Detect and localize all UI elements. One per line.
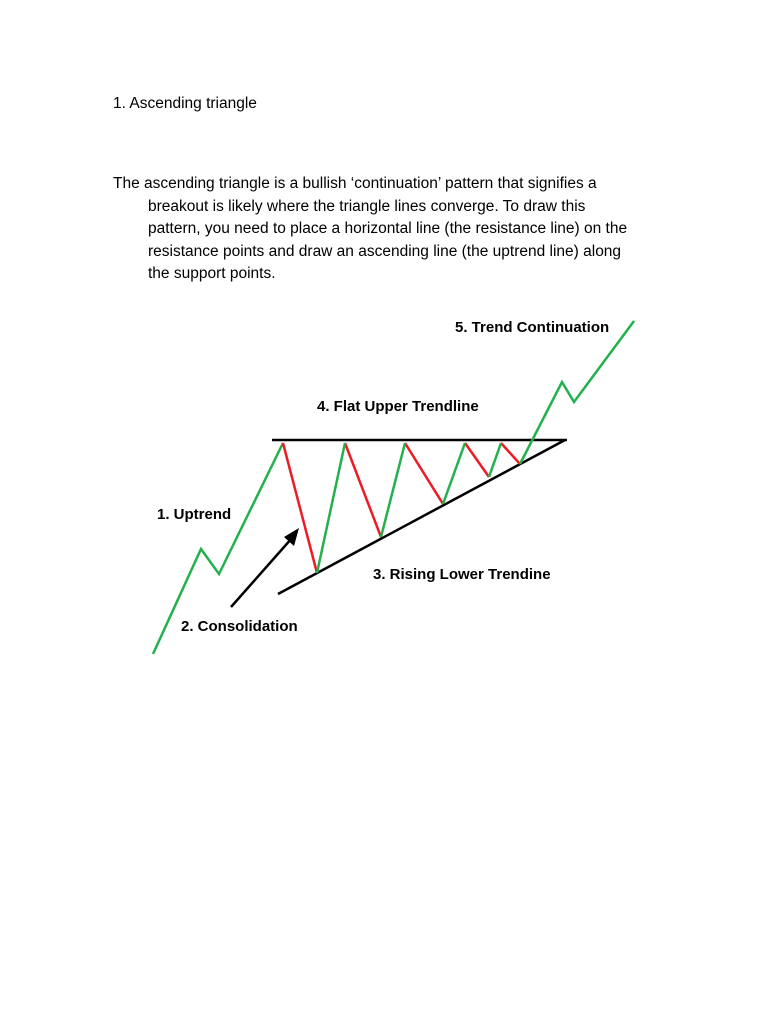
label-flat-upper-trendline: 4. Flat Upper Trendline: [317, 398, 479, 415]
up-swing: [317, 443, 345, 573]
down-swing: [345, 443, 381, 537]
down-swing: [465, 443, 489, 477]
down-swing: [405, 443, 443, 504]
paragraph-line: The ascending triangle is a bullish ‘continuation’ pattern that signifies a: [113, 175, 597, 192]
paragraph-line: pattern, you need to place a horizontal line (the resistance line) on the: [148, 220, 628, 237]
label-trend-continuation: 5. Trend Continuation: [455, 319, 610, 336]
down-swing: [283, 443, 317, 573]
up-swing: [381, 443, 405, 537]
up-swing: [489, 443, 501, 477]
paragraph-line: breakout is likely where the triangle lines converge. To draw this: [148, 197, 586, 215]
consolidation-arrow: [231, 528, 299, 607]
document-heading: 1. Ascending triangle: [113, 95, 257, 112]
label-consolidation: 2. Consolidation: [181, 618, 298, 635]
label-uptrend: 1. Uptrend: [157, 506, 232, 523]
paragraph-line: resistance points and draw an ascending line (the uptrend line) along: [148, 242, 622, 260]
down-swing: [501, 443, 520, 464]
label-rising-lower-trendline: 3. Rising Lower Trendine: [373, 566, 551, 583]
trend-continuation-segment: [520, 321, 634, 464]
paragraph-line: the support points.: [148, 265, 276, 282]
